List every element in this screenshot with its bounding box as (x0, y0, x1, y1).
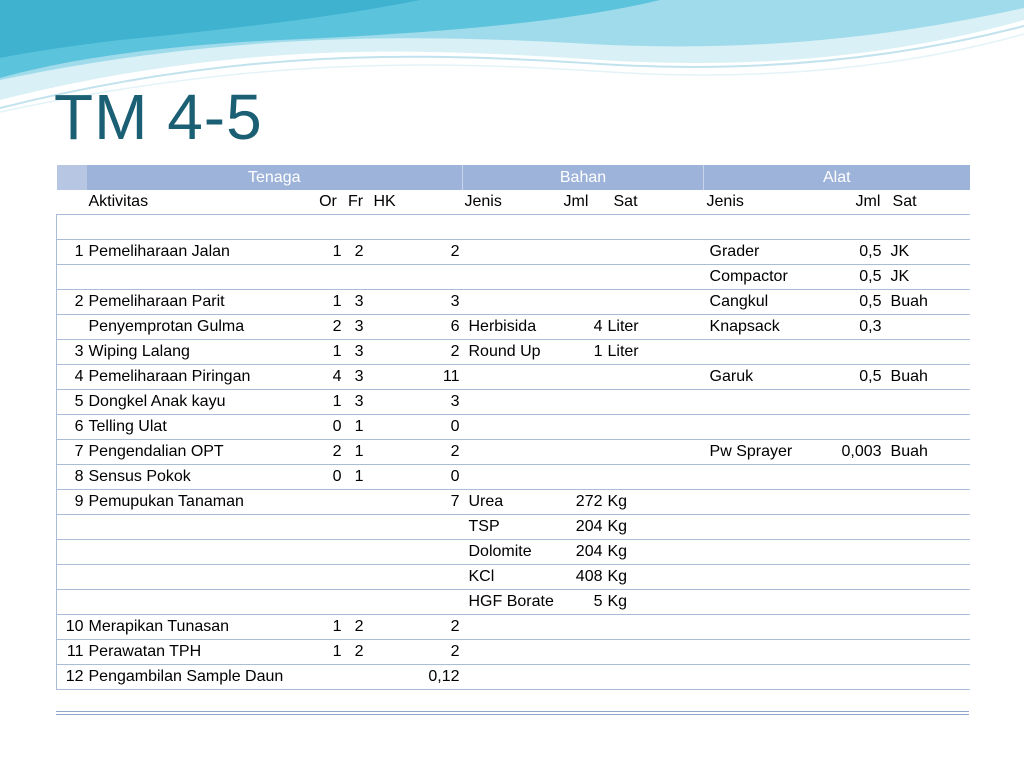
cell-bahan-jml: 5 (560, 590, 606, 615)
cell-hk: 3 (367, 290, 463, 315)
cell-aktivitas: Pengendalian OPT (87, 440, 312, 465)
column-header-alat-sat: Sat (885, 190, 970, 215)
cell-bahan-jml: 204 (560, 540, 606, 565)
cell-hk: 0 (367, 465, 463, 490)
cell-bahan-jenis (463, 415, 560, 440)
cell-alat-jenis: Compactor (704, 265, 814, 290)
cell-bahan-sat (606, 440, 704, 465)
cell-hk (367, 215, 463, 240)
group-header-alat: Alat (704, 165, 970, 190)
cell-bahan-sat (606, 290, 704, 315)
cell-bahan-sat (606, 640, 704, 665)
cell-alat-jml: 0,003 (814, 440, 885, 465)
cell-bahan-jml: 408 (560, 565, 606, 590)
cell-alat-sat (885, 515, 970, 540)
cell-alat-sat (885, 215, 970, 240)
cell-no: 12 (57, 665, 87, 690)
cell-alat-sat (885, 315, 970, 340)
cell-bahan-jml (560, 465, 606, 490)
cell-bahan-jml: 204 (560, 515, 606, 540)
cell-bahan-jml: 1 (560, 340, 606, 365)
cell-hk: 6 (367, 315, 463, 340)
cell-fr (345, 565, 367, 590)
cell-alat-jenis: Cangkul (704, 290, 814, 315)
cell-no (57, 540, 87, 565)
cell-aktivitas (87, 540, 312, 565)
group-header-row (57, 165, 970, 190)
cell-fr (345, 665, 367, 690)
cell-no (57, 265, 87, 290)
cell-no: 11 (57, 640, 87, 665)
cell-bahan-sat: Liter (606, 315, 704, 340)
cell-aktivitas (87, 215, 312, 240)
cell-no (57, 590, 87, 615)
table-row (57, 640, 970, 665)
cell-aktivitas: Perawatan TPH (87, 640, 312, 665)
cell-or (312, 215, 345, 240)
cell-bahan-sat (606, 265, 704, 290)
cell-no: 7 (57, 440, 87, 465)
cell-aktivitas: Wiping Lalang (87, 340, 312, 365)
table-row (57, 465, 970, 490)
cell-alat-jenis (704, 565, 814, 590)
cell-bahan-jml (560, 415, 606, 440)
column-header-no (57, 190, 87, 215)
cell-alat-jenis (704, 540, 814, 565)
table-row (57, 315, 970, 340)
data-table-container (56, 165, 969, 690)
cell-bahan-sat (606, 240, 704, 265)
column-header-alat-jml: Jml (814, 190, 885, 215)
cell-or: 4 (312, 365, 345, 390)
cell-aktivitas: Penyemprotan Gulma (87, 315, 312, 340)
corner-cell (57, 165, 87, 190)
cell-bahan-jml (560, 440, 606, 465)
table-row (57, 665, 970, 690)
column-header-aktivitas: Aktivitas (87, 190, 312, 215)
cell-alat-jml: 0,5 (814, 365, 885, 390)
cell-or: 1 (312, 240, 345, 265)
cell-bahan-jenis (463, 640, 560, 665)
cell-or: 0 (312, 415, 345, 440)
cell-aktivitas (87, 590, 312, 615)
cell-bahan-jenis (463, 290, 560, 315)
cell-bahan-jenis: Round Up (463, 340, 560, 365)
cell-bahan-jml (560, 390, 606, 415)
cell-alat-sat (885, 415, 970, 440)
cell-bahan-jml (560, 215, 606, 240)
cell-alat-jml (814, 340, 885, 365)
cell-hk: 0 (367, 415, 463, 440)
cell-hk: 11 (367, 365, 463, 390)
cell-alat-sat: Buah (885, 365, 970, 390)
cell-alat-sat (885, 490, 970, 515)
cell-no (57, 215, 87, 240)
cell-hk: 2 (367, 640, 463, 665)
cell-fr: 2 (345, 615, 367, 640)
cell-or (312, 565, 345, 590)
cell-or (312, 490, 345, 515)
cell-no: 4 (57, 365, 87, 390)
cell-alat-sat: Buah (885, 440, 970, 465)
cell-or (312, 590, 345, 615)
cell-bahan-sat: Kg (606, 590, 704, 615)
cell-or (312, 515, 345, 540)
cell-bahan-jenis: Dolomite (463, 540, 560, 565)
table-row (57, 415, 970, 440)
cell-fr: 1 (345, 440, 367, 465)
footer-line-bottom (56, 714, 969, 715)
cell-bahan-jenis: Herbisida (463, 315, 560, 340)
cell-fr: 3 (345, 365, 367, 390)
cell-bahan-jml: 4 (560, 315, 606, 340)
cell-alat-sat (885, 540, 970, 565)
cell-hk (367, 515, 463, 540)
cell-fr (345, 590, 367, 615)
cell-alat-jenis (704, 665, 814, 690)
cell-alat-jml (814, 540, 885, 565)
cell-no: 2 (57, 290, 87, 315)
cell-alat-jml (814, 640, 885, 665)
cell-no: 9 (57, 490, 87, 515)
cell-aktivitas: Telling Ulat (87, 415, 312, 440)
cell-bahan-jenis: Urea (463, 490, 560, 515)
cell-alat-sat: Buah (885, 290, 970, 315)
table-row (57, 365, 970, 390)
cell-bahan-jml (560, 665, 606, 690)
cell-aktivitas: Pemeliharaan Jalan (87, 240, 312, 265)
cell-bahan-jenis (463, 240, 560, 265)
cell-bahan-jml: 272 (560, 490, 606, 515)
cell-aktivitas: Pengambilan Sample Daun (87, 665, 312, 690)
cell-bahan-sat: Kg (606, 515, 704, 540)
cell-bahan-sat (606, 465, 704, 490)
table-row (57, 590, 970, 615)
column-header-bahan-sat: Sat (606, 190, 704, 215)
cell-fr: 2 (345, 240, 367, 265)
cell-alat-sat: JK (885, 240, 970, 265)
cell-alat-sat (885, 615, 970, 640)
cell-fr (345, 215, 367, 240)
cell-fr: 1 (345, 465, 367, 490)
column-header-fr: Fr (345, 190, 367, 215)
table-row (57, 390, 970, 415)
cell-aktivitas: Pemupukan Tanaman (87, 490, 312, 515)
table-row (57, 440, 970, 465)
cell-aktivitas (87, 565, 312, 590)
cell-no: 10 (57, 615, 87, 640)
cell-fr (345, 515, 367, 540)
cell-no (57, 565, 87, 590)
cell-or (312, 265, 345, 290)
cell-alat-jenis (704, 615, 814, 640)
cell-or (312, 540, 345, 565)
table-row (57, 490, 970, 515)
cell-no: 3 (57, 340, 87, 365)
cell-fr: 3 (345, 340, 367, 365)
cell-aktivitas (87, 265, 312, 290)
cell-hk (367, 265, 463, 290)
cell-alat-jenis: Garuk (704, 365, 814, 390)
cell-no (57, 515, 87, 540)
table-row (57, 565, 970, 590)
cell-bahan-jml (560, 615, 606, 640)
table-row (57, 240, 970, 265)
table-row (57, 265, 970, 290)
cell-alat-jenis (704, 640, 814, 665)
cell-or: 0 (312, 465, 345, 490)
cell-bahan-jenis (463, 665, 560, 690)
cell-bahan-jenis (463, 615, 560, 640)
cell-alat-jml (814, 590, 885, 615)
group-header-bahan: Bahan (463, 165, 704, 190)
cell-alat-jml: 0,5 (814, 265, 885, 290)
cell-alat-sat (885, 665, 970, 690)
cell-bahan-jenis: HGF Borate (463, 590, 560, 615)
cell-fr: 1 (345, 415, 367, 440)
cell-alat-jenis (704, 415, 814, 440)
slide-title: TM 4-5 (54, 81, 263, 153)
cell-alat-jml (814, 465, 885, 490)
cell-alat-sat (885, 640, 970, 665)
cell-alat-jenis (704, 515, 814, 540)
cell-bahan-sat (606, 665, 704, 690)
cell-alat-jml (814, 665, 885, 690)
cell-no: 8 (57, 465, 87, 490)
cell-alat-sat (885, 390, 970, 415)
cell-or: 1 (312, 340, 345, 365)
cell-alat-jml (814, 415, 885, 440)
cell-no: 6 (57, 415, 87, 440)
cell-hk: 3 (367, 390, 463, 415)
cell-bahan-sat (606, 365, 704, 390)
cell-alat-jml (814, 615, 885, 640)
cell-fr: 3 (345, 315, 367, 340)
cell-alat-jenis: Grader (704, 240, 814, 265)
cell-alat-sat (885, 340, 970, 365)
data-table (56, 165, 970, 690)
table-row (57, 340, 970, 365)
cell-bahan-sat (606, 215, 704, 240)
table-row (57, 215, 970, 240)
cell-bahan-sat: Liter (606, 340, 704, 365)
cell-alat-sat (885, 465, 970, 490)
cell-alat-jml (814, 490, 885, 515)
cell-aktivitas (87, 515, 312, 540)
cell-bahan-jenis (463, 440, 560, 465)
column-header-or: Or (312, 190, 345, 215)
cell-or: 1 (312, 390, 345, 415)
cell-or: 2 (312, 440, 345, 465)
cell-alat-jenis (704, 390, 814, 415)
table-row (57, 540, 970, 565)
cell-alat-jml: 0,3 (814, 315, 885, 340)
cell-alat-jml (814, 565, 885, 590)
cell-alat-jenis: Knapsack (704, 315, 814, 340)
cell-hk: 2 (367, 240, 463, 265)
cell-aktivitas: Sensus Pokok (87, 465, 312, 490)
cell-hk: 7 (367, 490, 463, 515)
footer-line-top (56, 711, 969, 712)
cell-alat-jml: 0,5 (814, 240, 885, 265)
cell-fr (345, 265, 367, 290)
column-header-bahan-jenis: Jenis (463, 190, 560, 215)
column-header-alat-jenis: Jenis (704, 190, 814, 215)
cell-alat-sat: JK (885, 265, 970, 290)
cell-alat-jml (814, 215, 885, 240)
cell-hk: 2 (367, 440, 463, 465)
cell-bahan-jml (560, 240, 606, 265)
table-body (57, 165, 970, 690)
cell-fr (345, 540, 367, 565)
cell-bahan-jenis (463, 390, 560, 415)
cell-bahan-jenis (463, 465, 560, 490)
cell-no: 5 (57, 390, 87, 415)
cell-hk (367, 540, 463, 565)
cell-fr (345, 490, 367, 515)
cell-bahan-jenis: TSP (463, 515, 560, 540)
cell-bahan-jml (560, 640, 606, 665)
cell-or (312, 665, 345, 690)
cell-fr: 3 (345, 390, 367, 415)
cell-alat-jml: 0,5 (814, 290, 885, 315)
cell-aktivitas: Pemeliharaan Parit (87, 290, 312, 315)
cell-or: 1 (312, 640, 345, 665)
cell-bahan-jml (560, 290, 606, 315)
cell-alat-jenis (704, 340, 814, 365)
cell-or: 1 (312, 290, 345, 315)
cell-no (57, 315, 87, 340)
cell-alat-jml (814, 390, 885, 415)
cell-alat-jenis (704, 465, 814, 490)
group-header-tenaga: Tenaga (87, 165, 463, 190)
cell-hk (367, 590, 463, 615)
cell-or: 1 (312, 615, 345, 640)
cell-bahan-jenis: KCl (463, 565, 560, 590)
cell-bahan-sat (606, 390, 704, 415)
column-header-bahan-jml: Jml (560, 190, 606, 215)
cell-bahan-sat: Kg (606, 540, 704, 565)
column-header-hk: HK (367, 190, 463, 215)
cell-fr: 3 (345, 290, 367, 315)
cell-alat-jenis (704, 490, 814, 515)
cell-hk: 2 (367, 615, 463, 640)
cell-bahan-jml (560, 265, 606, 290)
table-row (57, 515, 970, 540)
cell-bahan-jenis (463, 265, 560, 290)
table-row (57, 290, 970, 315)
cell-alat-jenis (704, 215, 814, 240)
cell-alat-jml (814, 515, 885, 540)
footer-rule (56, 711, 969, 717)
cell-hk: 2 (367, 340, 463, 365)
cell-alat-jenis: Pw Sprayer (704, 440, 814, 465)
cell-bahan-sat: Kg (606, 565, 704, 590)
cell-alat-jenis (704, 590, 814, 615)
cell-hk (367, 565, 463, 590)
cell-fr: 2 (345, 640, 367, 665)
cell-bahan-jenis (463, 215, 560, 240)
table-row (57, 615, 970, 640)
cell-bahan-jenis (463, 365, 560, 390)
cell-bahan-sat: Kg (606, 490, 704, 515)
cell-hk: 0,12 (367, 665, 463, 690)
cell-aktivitas: Merapikan Tunasan (87, 615, 312, 640)
cell-no: 1 (57, 240, 87, 265)
cell-bahan-jml (560, 365, 606, 390)
cell-alat-sat (885, 565, 970, 590)
cell-aktivitas: Pemeliharaan Piringan (87, 365, 312, 390)
cell-alat-sat (885, 590, 970, 615)
column-header-row (57, 190, 970, 215)
cell-bahan-sat (606, 415, 704, 440)
cell-aktivitas: Dongkel Anak kayu (87, 390, 312, 415)
cell-or: 2 (312, 315, 345, 340)
cell-bahan-sat (606, 615, 704, 640)
